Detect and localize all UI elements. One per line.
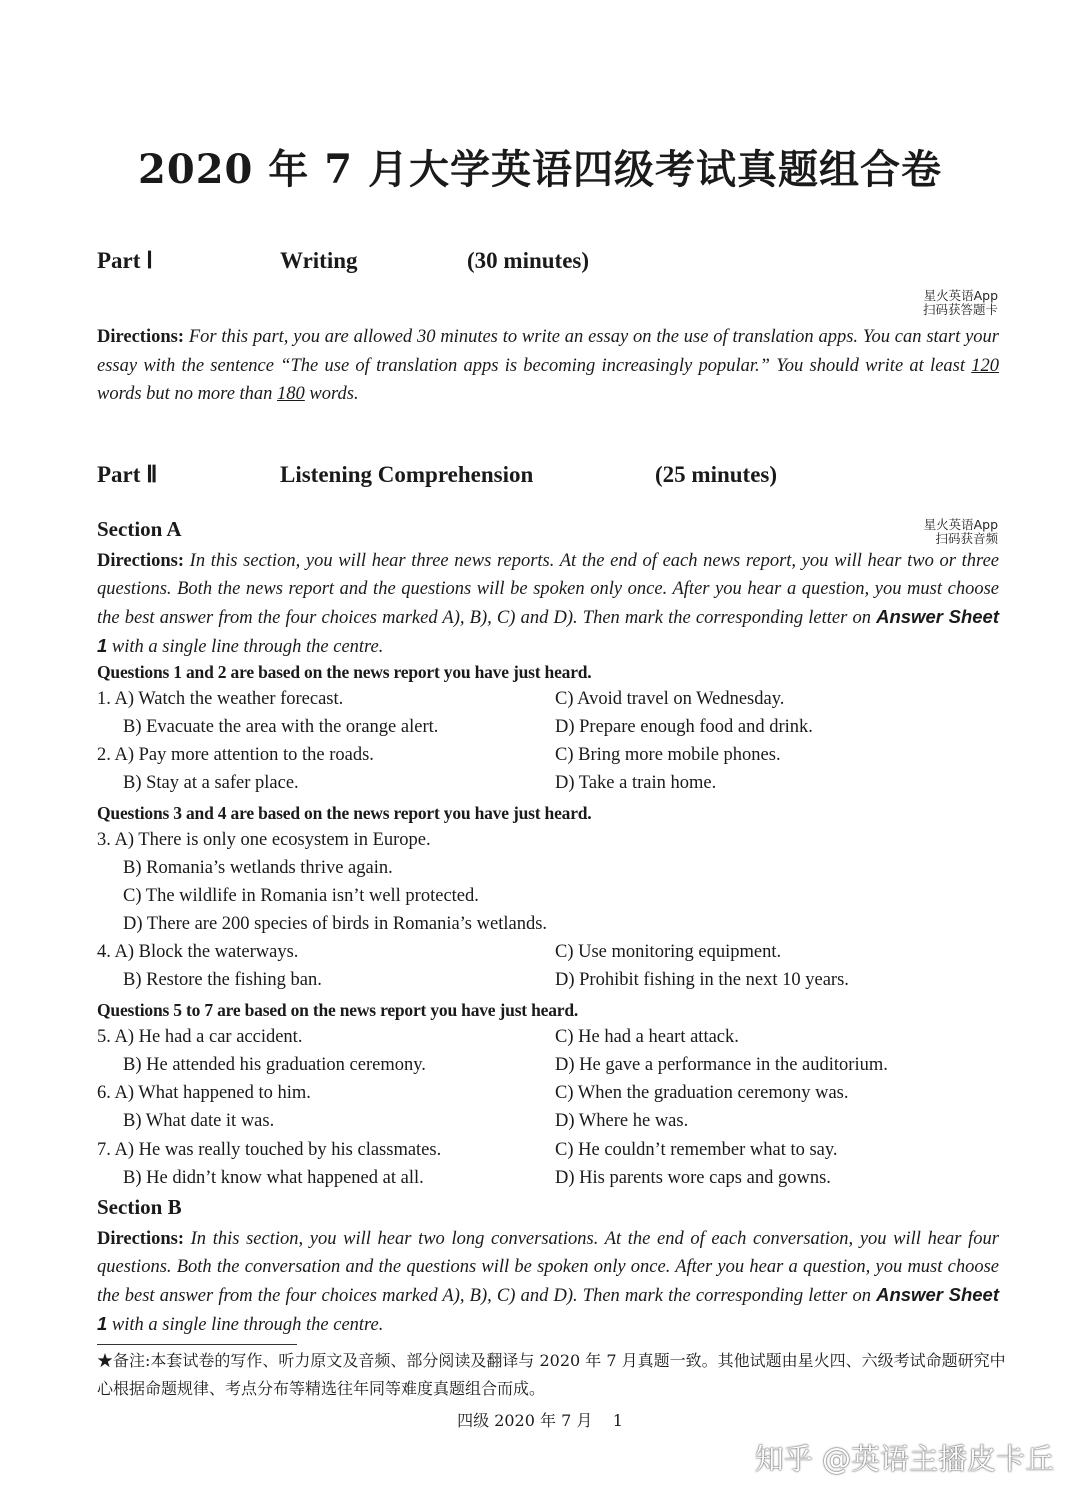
directions-text: words but no more than <box>97 384 278 404</box>
option: 7. A) He was really touched by his classmates. <box>97 1140 442 1160</box>
question-group-header: Questions 3 and 4 are based on the news report you have just heard. <box>97 803 592 823</box>
option: D) Take a train home. <box>555 773 717 793</box>
directions-label: Directions: <box>97 551 184 571</box>
option: D) He gave a performance in the auditorium. <box>555 1055 888 1075</box>
answer-sheet-ref: Answer Sheet 1 <box>97 606 999 656</box>
option: 6. A) What happened to him. <box>97 1083 311 1103</box>
option: C) Bring more mobile phones. <box>555 745 781 765</box>
directions-text: For this part, you are allowed 30 minutes to write an essay on the use of translation apps. You can start your essay with the sentence “The use of translation apps is becoming increasingly popular.” You should write at least <box>97 327 999 376</box>
option: 3. A) There is only one ecosystem in Europe. <box>97 830 431 850</box>
directions-text: with a single line through the centre. <box>107 637 384 657</box>
part1-time: (30 minutes) <box>467 248 590 273</box>
option: 2. A) Pay more attention to the roads. <box>97 745 374 765</box>
option: C) The wildlife in Romania isn’t well protected. <box>123 886 479 906</box>
directions-text: words. <box>304 384 359 404</box>
part2-label: Part Ⅱ <box>97 462 158 487</box>
section-a-title: Section A <box>97 517 182 541</box>
question-group-header: Questions 1 and 2 are based on the news report you have just heard. <box>97 662 592 682</box>
option: 4. A) Block the waterways. <box>97 942 299 962</box>
section-a-directions <box>97 547 999 661</box>
watermark: 知乎 @英语主播皮卡丘 <box>754 1442 1054 1476</box>
option: D) Prepare enough food and drink. <box>555 717 813 737</box>
app-hint: 扫码获音频 <box>935 531 998 546</box>
option: B) He attended his graduation ceremony. <box>123 1055 426 1075</box>
option: C) He had a heart attack. <box>555 1027 739 1047</box>
app-hint: 扫码获答题卡 <box>922 302 998 317</box>
part1-directions <box>97 323 999 409</box>
option: D) There are 200 species of birds in Romania’s wetlands. <box>123 914 548 934</box>
option: C) Use monitoring equipment. <box>555 942 782 962</box>
directions-text: with a single line through the centre. <box>107 1315 384 1335</box>
option: B) Evacuate the area with the orange alert. <box>123 717 439 737</box>
min-words: 120 <box>971 355 999 376</box>
app-name: 星火英语App <box>923 288 998 303</box>
directions-label: Directions: <box>97 1229 184 1249</box>
part2-name: Listening Comprehension <box>280 462 534 487</box>
directions-text: In this section, you will hear three news reports. At the end of each news report, you will hear two or three questions. Both the news report and the questions will be spoken only once. After you hear a question, you must choose the best answer from the four choices marked A), B), C) and D). Then mark the corresponding letter on <box>97 551 999 628</box>
directions-label: Directions: <box>97 327 184 347</box>
option: D) His parents wore caps and gowns. <box>555 1168 831 1188</box>
footnote-divider <box>97 1344 297 1345</box>
max-words: 180 <box>277 384 305 404</box>
page-footer: 四级 2020 年 7 月 1 <box>457 1411 623 1430</box>
option: 1. A) Watch the weather forecast. <box>97 689 344 709</box>
option: B) What date it was. <box>123 1111 275 1131</box>
answer-sheet-ref: Answer Sheet 1 <box>97 1284 999 1334</box>
option: B) Restore the fishing ban. <box>123 970 322 990</box>
app-name: 星火英语App <box>923 517 998 532</box>
option: B) He didn’t know what happened at all. <box>123 1168 424 1188</box>
option: D) Where he was. <box>555 1111 689 1131</box>
option: D) Prohibit fishing in the next 10 years. <box>555 970 849 990</box>
directions-text: In this section, you will hear two long conversations. At the end of each conversation, you will hear four questions. Both the conversation and the questions will be spoken only once. After you hear a question, you must choose the best answer from the four choices marked A), B), C) and D). Then mark the corresponding letter on <box>97 1229 999 1306</box>
option: B) Stay at a safer place. <box>123 773 299 793</box>
part1-label: Part Ⅰ <box>97 248 153 273</box>
option: 5. A) He had a car accident. <box>97 1027 303 1047</box>
app-label-audio <box>924 518 998 546</box>
section-b-title: Section B <box>97 1195 182 1219</box>
page-title: 2020 年 7 月大学英语四级考试真题组合卷 <box>138 146 942 193</box>
option: B) Romania’s wetlands thrive again. <box>123 858 393 878</box>
question-group-header: Questions 5 to 7 are based on the news report you have just heard. <box>97 1000 579 1020</box>
part1-name: Writing <box>280 248 358 273</box>
app-label-answer-sheet <box>923 289 998 317</box>
option: C) When the graduation ceremony was. <box>555 1083 849 1103</box>
option: C) He couldn’t remember what to say. <box>555 1140 838 1160</box>
section-b-directions <box>97 1225 999 1339</box>
option: C) Avoid travel on Wednesday. <box>555 689 785 709</box>
part2-time: (25 minutes) <box>655 462 778 487</box>
footnote: ★备注:本套试卷的写作、听力原文及音频、部分阅读及翻译与 2020 年 7 月真题一致。其他试题由星火四、六级考试命题研究中心根据命题规律、考点分布等精选往年同等难度真题组合而成。 <box>97 1351 1006 1398</box>
